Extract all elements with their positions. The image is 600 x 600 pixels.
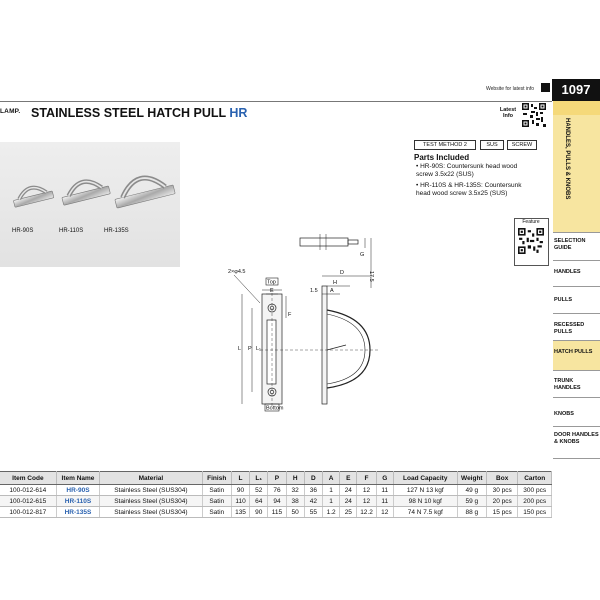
technical-drawing [220,228,390,413]
cell-e: 24 [340,496,357,507]
cell-h: 50 [286,507,304,518]
cell-material: Stainless Steel (SUS304) [100,496,202,507]
page-title [31,106,247,120]
cell-p: 76 [268,485,286,496]
sidebar-divider [553,370,600,371]
badge-screw: SCREW [507,140,537,150]
photo-caption-hr135s: HR-135S [104,228,129,234]
cell-a: 1 [323,496,340,507]
cell-carton: 200 pcs [518,496,552,507]
dim-e: E [270,288,274,294]
col-l: L [231,472,249,485]
dim-l1: L₁ [256,346,261,352]
dim-height: 17.5 [368,271,374,282]
sidebar-category-title: HANDLES, PULLS & KNOBS [564,118,570,200]
latest-info-qr-icon[interactable] [522,103,546,127]
latest-info-label: Latest Info [499,107,517,119]
sidebar-item-handles[interactable]: HANDLES [554,269,581,275]
cell-f: 12 [357,485,376,496]
spec-table-header [0,472,552,485]
col-material: Material [100,472,202,485]
cell-load-capacity: 127 N 13 kgf [393,485,457,496]
sidebar-item-trunk-handles[interactable]: TRUNK HANDLES [554,378,581,391]
col-item-name: Item Name [56,472,100,485]
photo-caption-hr110s: HR-110S [59,228,84,234]
cell-item-name-link[interactable]: HR-135S [56,507,100,518]
sidebar-divider [553,286,600,287]
cell-l: 110 [231,496,249,507]
cell-g: 11 [376,496,393,507]
cell-carton: 300 pcs [518,485,552,496]
table-row [0,496,552,507]
parts-line: • HR-90S: Countersunk head wood [416,163,518,170]
col-d: D [304,472,322,485]
parts-line: head wood screw 3.5x25 (SUS) [416,190,508,197]
col-finish: Finish [202,472,231,485]
cell-l: 90 [231,485,249,496]
col-h: H [286,472,304,485]
cell-finish: Satin [202,507,231,518]
spec-table [0,471,552,518]
feature-qr-icon[interactable] [518,228,544,254]
cell-d: 42 [304,496,322,507]
col-p: P [268,472,286,485]
photo-caption-hr90s: HR-90S [12,228,34,234]
cell-l: 135 [231,507,249,518]
sidebar-divider [553,232,600,233]
sidebar-item-pulls[interactable]: PULLS [554,297,573,303]
parts-heading: Parts Included [414,153,470,162]
col-g: G [376,472,393,485]
cell-l1: 90 [250,507,268,518]
page-number: 1097 [552,79,600,101]
title-code: HR [229,106,248,120]
col-f: F [357,472,376,485]
dim-t: 1.5 [310,288,318,294]
cell-e: 24 [340,485,357,496]
dim-bottom: Bottom [266,405,284,412]
cell-box: 20 pcs [487,496,518,507]
col-l1: L₁ [250,472,268,485]
cell-d: 55 [304,507,322,518]
parts-line: • HR-110S & HR-135S: Countersunk [416,182,522,189]
cell-material: Stainless Steel (SUS304) [100,485,202,496]
cell-item-name-link[interactable]: HR-110S [56,496,100,507]
badge-test-method: TEST METHOD 2 [414,140,476,150]
dim-top: Top [267,279,276,286]
dim-holes: 2×φ4.5 [228,269,246,275]
cell-d: 36 [304,485,322,496]
col-item-code: Item Code [0,472,56,485]
dim-a: A [330,288,334,294]
table-row [0,507,552,518]
col-a: A [323,472,340,485]
col-e: E [340,472,357,485]
cell-box: 15 pcs [487,507,518,518]
col-load-capacity: Load Capacity [393,472,457,485]
cell-l1: 52 [250,485,268,496]
col-carton: Carton [518,472,552,485]
feature-label: Feature [522,219,540,225]
dim-g: G [360,252,365,258]
cell-box: 30 pcs [487,485,518,496]
dim-p: P [248,346,252,352]
table-row [0,485,552,496]
title-main: STAINLESS STEEL HATCH PULL [31,106,226,120]
parts-line: screw 3.5x22 (SUS) [416,171,474,178]
sidebar-divider [553,397,600,398]
sidebar-category-top [553,101,600,115]
cell-h: 38 [286,496,304,507]
dim-h: H [333,280,337,286]
cell-material: Stainless Steel (SUS304) [100,507,202,518]
cell-g: 12 [376,507,393,518]
sidebar-item-recessed-pulls[interactable]: RECESSED PULLS [554,322,585,335]
header-rule [0,101,552,102]
col-weight: Weight [457,472,486,485]
cell-a: 1.2 [323,507,340,518]
sidebar-divider [553,260,600,261]
cell-item-name-link[interactable]: HR-90S [56,485,100,496]
dim-l: L [238,346,242,352]
sidebar-item-knobs[interactable]: KNOBS [554,411,574,417]
cell-finish: Satin [202,496,231,507]
cell-g: 11 [376,485,393,496]
hatch-pull-photo-illustration [0,142,180,267]
sidebar-item-selection-guide[interactable]: SELECTION GUIDE [554,238,586,251]
col-box: Box [487,472,518,485]
sidebar-divider [553,340,600,341]
cell-h: 32 [286,485,304,496]
dim-d: D [340,270,344,276]
cell-f: 12 [357,496,376,507]
cell-weight: 88 g [457,507,486,518]
cell-l1: 64 [250,496,268,507]
cell-carton: 150 pcs [518,507,552,518]
cell-load-capacity: 98 N 10 kgf [393,496,457,507]
website-note: Website for latest info [486,86,534,92]
cell-item-code: 100-012-615 [0,496,56,507]
badge-sus: SUS [480,140,504,150]
sidebar-item-door-handles-knobs[interactable]: DOOR HANDLES & KNOBS [554,432,599,445]
cell-item-code: 100-012-614 [0,485,56,496]
cell-p: 115 [268,507,286,518]
sidebar-divider [553,458,600,459]
sidebar-category-panel [553,101,600,232]
cell-e: 25 [340,507,357,518]
sidebar-divider [553,313,600,314]
sidebar-divider [553,426,600,427]
brand-logo: LAMP. [0,108,21,115]
sidebar-item-hatch-pulls[interactable]: HATCH PULLS [554,349,593,355]
qr-code-icon-top[interactable] [541,83,550,92]
cell-weight: 59 g [457,496,486,507]
cell-weight: 49 g [457,485,486,496]
cell-f: 12.2 [357,507,376,518]
dim-f: F [288,312,292,318]
cell-item-code: 100-012-817 [0,507,56,518]
cell-a: 1 [323,485,340,496]
cell-p: 94 [268,496,286,507]
cell-finish: Satin [202,485,231,496]
cell-load-capacity: 74 N 7.5 kgf [393,507,457,518]
